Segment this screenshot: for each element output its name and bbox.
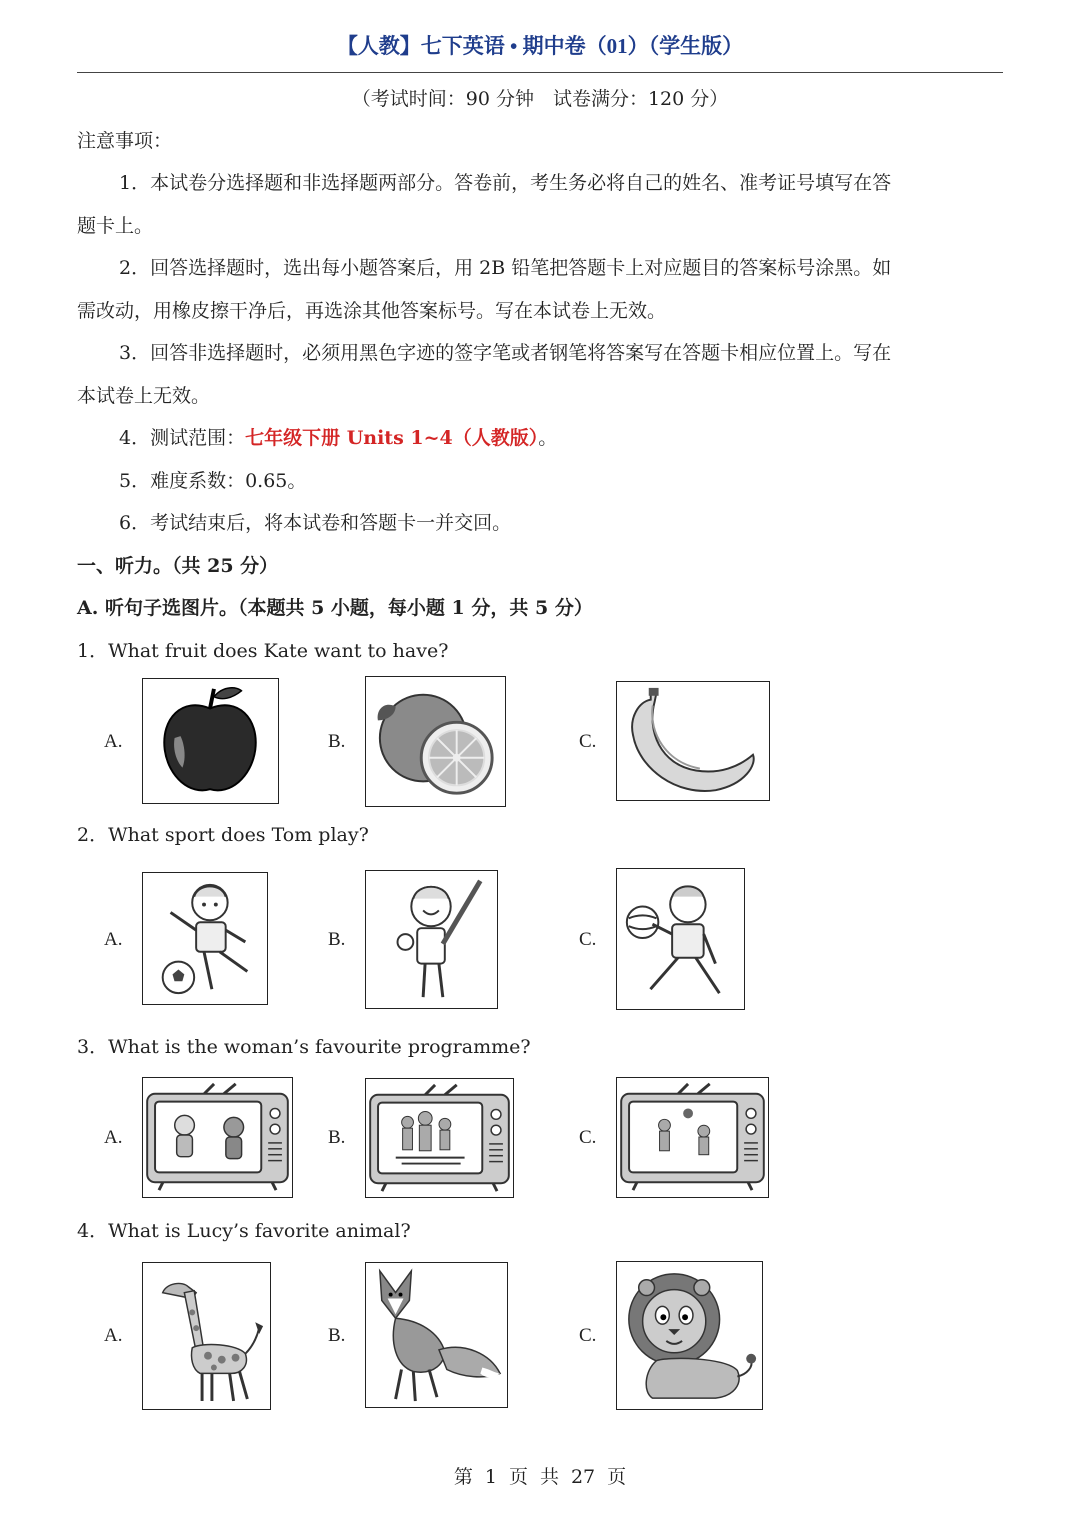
footer-page-label: 第	[453, 1466, 473, 1488]
page-header-title: 【人教】七下英语 • 期中卷（01）（学生版）	[336, 34, 744, 58]
q1-option-b-label: B.	[328, 731, 346, 752]
notice-item-2-line-2: 需改动，用橡皮擦干净后，再选涂其他答案标号。写在本试卷上无效。	[77, 300, 667, 322]
footer-page-number: 1	[484, 1466, 497, 1488]
notice-item-4	[119, 426, 557, 450]
fox-icon	[365, 1262, 508, 1408]
lion-icon	[616, 1261, 763, 1410]
notice-item-1-line-2: 题卡上。	[77, 215, 154, 237]
orange-icon	[365, 676, 506, 807]
q2-option-c-label: C.	[579, 929, 597, 950]
test-range: 七年级下册 Units 1~4（人教版）	[245, 427, 539, 449]
footer-total-label: 共	[539, 1466, 559, 1488]
notice-item-4-prefix: 4．测试范围：	[119, 427, 246, 449]
notice-item-4-suffix: 。	[538, 427, 558, 449]
apple-icon	[142, 678, 279, 804]
q3-option-a-label: A.	[104, 1127, 123, 1148]
question-3: 3．What is the woman’s favourite programme?	[77, 1036, 531, 1058]
boy-volleyball-icon	[616, 868, 745, 1010]
exam-info: （考试时间：90 分钟 试卷满分：120 分）	[351, 88, 729, 110]
notice-item-6: 6．考试结束后，将本试卷和答题卡一并交回。	[119, 512, 512, 534]
header-divider	[77, 72, 1003, 73]
question-1: 1．What fruit does Kate want to have?	[77, 640, 449, 662]
notice-item-2-line-1: 2．回答选择题时，选出每小题答案后，用 2B 铅笔把答题卡上对应题目的答案标号涂黑。如	[119, 257, 892, 279]
footer-page-unit: 页	[508, 1466, 528, 1488]
part-a-title: A. 听句子选图片。（本题共 5 小题，每小题 1 分，共 5 分）	[77, 597, 593, 619]
tv-family-icon	[365, 1078, 514, 1198]
boy-baseball-icon	[365, 870, 498, 1009]
q2-option-b-label: B.	[328, 929, 346, 950]
q1-option-a-label: A.	[104, 731, 123, 752]
giraffe-icon	[142, 1262, 271, 1410]
notice-item-3-line-2: 本试卷上无效。	[77, 385, 211, 407]
notice-heading: 注意事项：	[77, 130, 173, 152]
footer-total-number: 27	[570, 1466, 596, 1488]
notice-item-3-line-1: 3．回答非选择题时，必须用黑色字迹的签字笔或者钢笔将答案写在答题卡相应位置上。写在	[119, 342, 892, 364]
question-4: 4．What is Lucy’s favorite animal?	[77, 1220, 411, 1242]
notice-item-1-line-1: 1．本试卷分选择题和非选择题两部分。答卷前，考生务必将自己的姓名、准考证号填写在答	[119, 172, 892, 194]
question-2: 2．What sport does Tom play?	[77, 824, 369, 846]
tv-cartoon-icon	[142, 1077, 293, 1198]
q3-option-c-label: C.	[579, 1127, 597, 1148]
page-footer	[0, 1462, 1080, 1489]
q4-option-c-label: C.	[579, 1325, 597, 1346]
tv-sports-icon	[616, 1077, 769, 1198]
footer-total-unit: 页	[607, 1466, 627, 1488]
boy-soccer-icon	[142, 872, 268, 1005]
q4-option-a-label: A.	[104, 1325, 123, 1346]
q2-option-a-label: A.	[104, 929, 123, 950]
banana-icon	[616, 681, 770, 801]
notice-item-5: 5．难度系数：0.65。	[119, 470, 307, 492]
q3-option-b-label: B.	[328, 1127, 346, 1148]
q4-option-b-label: B.	[328, 1325, 346, 1346]
section-1-title: 一、听力。（共 25 分）	[77, 555, 279, 577]
q1-option-c-label: C.	[579, 731, 597, 752]
